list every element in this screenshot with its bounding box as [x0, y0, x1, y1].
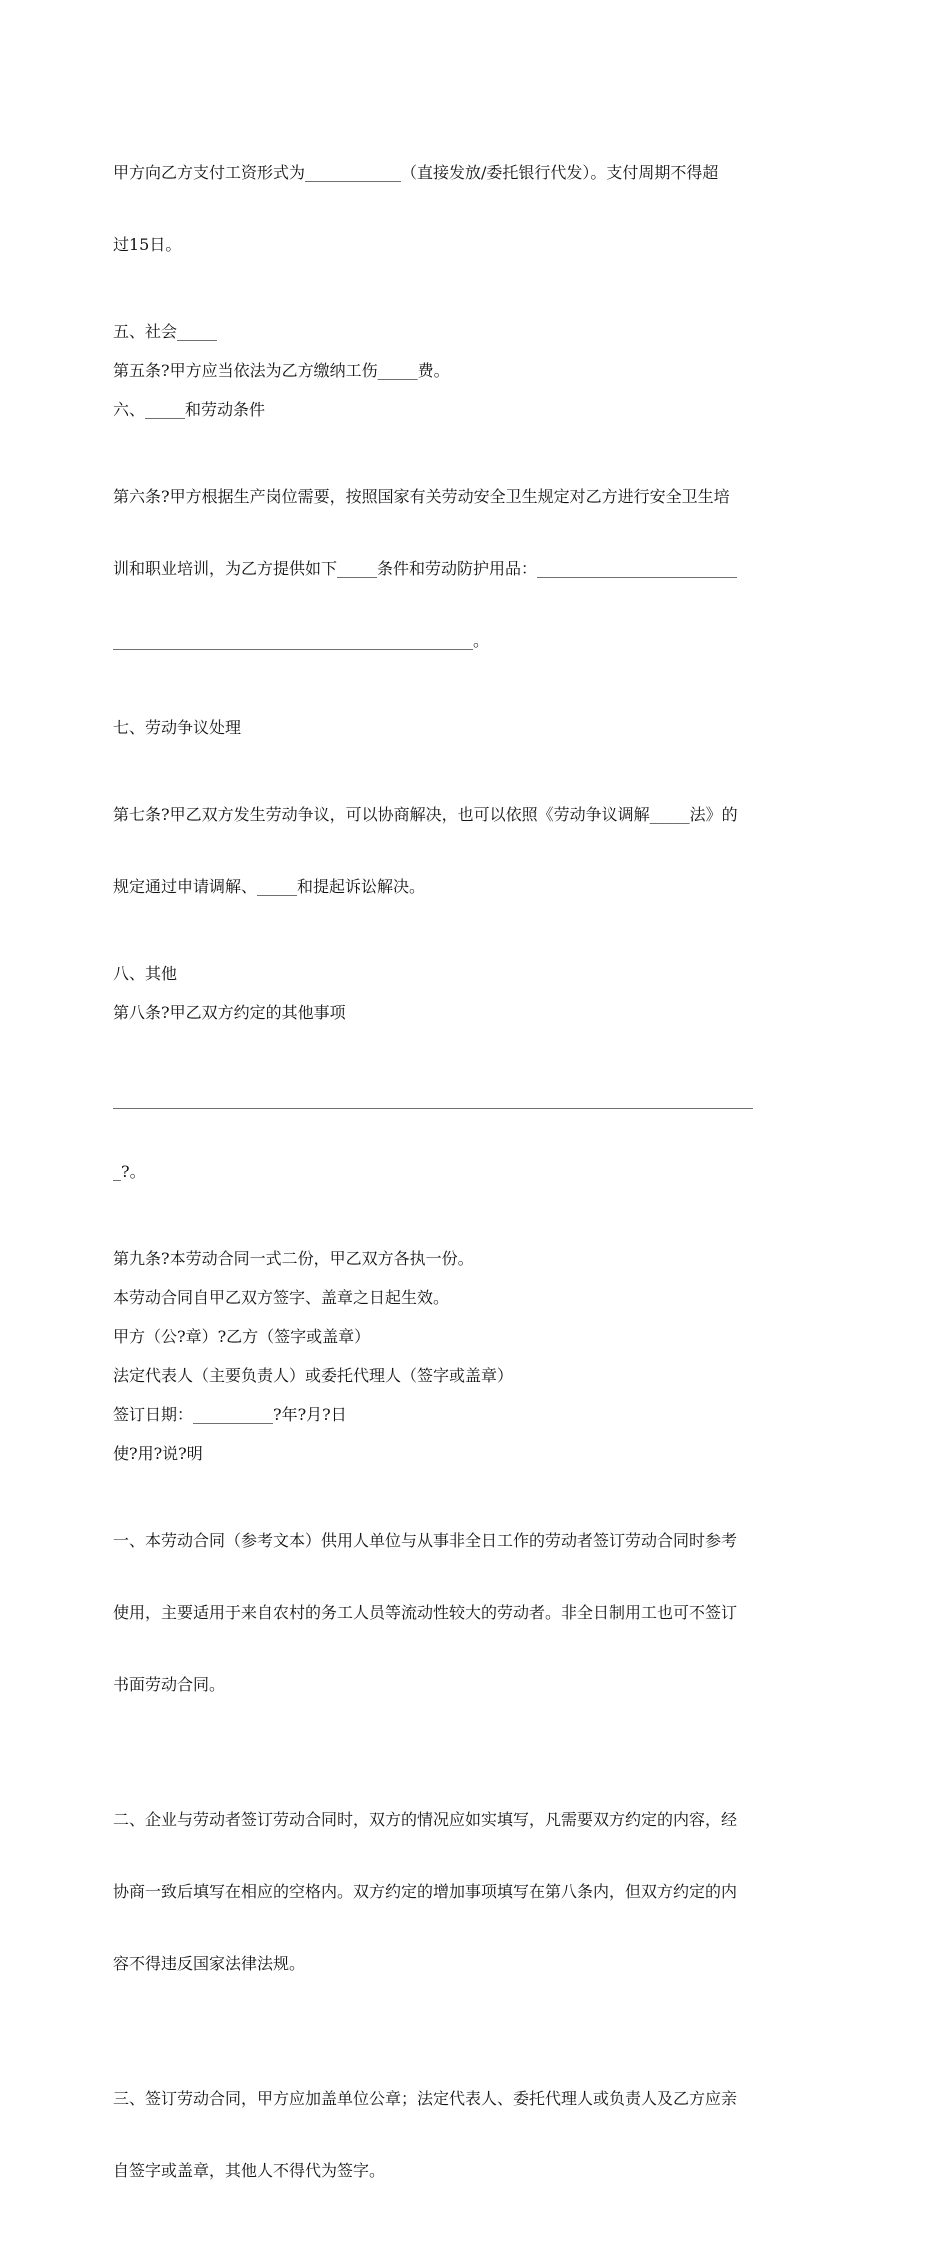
- instruction-note-1: [113, 1481, 839, 1745]
- effective-clause: 本劳动合同自甲乙双方签字、盖章之日起生效。: [113, 1288, 450, 1307]
- paragraph-line: 过15日。: [113, 235, 182, 254]
- paragraph-line: 自签字或盖章，其他人不得代为签字。: [113, 2161, 386, 2180]
- paragraph-line: 甲方向乙方支付工资形式为____________（直接发放/委托银行代发）。支付周期不得超: [113, 163, 719, 182]
- paragraph-line: 训和职业培训，为乙方提供如下_____条件和劳动防护用品：_________________________: [113, 559, 738, 578]
- instruction-note-2: [113, 1760, 839, 2024]
- paragraph-line: _?。: [113, 1162, 146, 1181]
- sign-date: 签订日期：__________?年?月?日: [113, 1405, 347, 1424]
- paragraph-line: 二、企业与劳动者签订劳动合同时，双方的情况应如实填写，凡需要双方约定的内容，经: [113, 1810, 738, 1829]
- representative-signature: 法定代表人（主要负责人）或委托代理人（签字或盖章）: [113, 1366, 514, 1385]
- contract-page: [113, 113, 839, 2246]
- party-signatures: 甲方（公?章）?乙方（签字或盖章）: [113, 1327, 371, 1346]
- section-5-heading: 五、社会_____: [113, 322, 218, 341]
- paragraph-line: 三、签订劳动合同，甲方应加盖单位公章；法定代表人、委托代理人或负责人及乙方应亲: [113, 2089, 738, 2108]
- article-6: [113, 437, 839, 701]
- paragraph-line: ________________________________________________________________________________: [113, 1090, 753, 1109]
- instruction-note-3: [113, 2039, 839, 2231]
- paragraph-line: 使用，主要适用于来自农村的务工人员等流动性较大的劳动者。非全日制用工也可不签订: [113, 1603, 738, 1622]
- article-9: 第九条?本劳动合同一式二份，甲乙双方各执一份。: [113, 1249, 474, 1268]
- wage-payment-paragraph: [113, 113, 839, 305]
- article-8: 第八条?甲乙双方约定的其他事项: [113, 1003, 346, 1022]
- other-matters-blank: [113, 1040, 839, 1232]
- paragraph-line: 容不得违反国家法律法规。: [113, 1954, 306, 1973]
- paragraph-line: 第七条?甲乙双方发生劳动争议，可以协商解决，也可以依照《劳动争议调解_____法》的: [113, 805, 738, 824]
- paragraph-line: 一、本劳动合同（参考文本）供用人单位与从事非全日工作的劳动者签订劳动合同时参考: [113, 1531, 738, 1550]
- section-8-heading: 八、其他: [113, 964, 178, 983]
- paragraph-line: 书面劳动合同。: [113, 1675, 226, 1694]
- instructions-heading: 使?用?说?明: [113, 1444, 203, 1463]
- section-6-heading: 六、_____和劳动条件: [113, 400, 266, 419]
- article-7: [113, 755, 839, 947]
- paragraph-line: 协商一致后填写在相应的空格内。双方约定的增加事项填写在第八条内，但双方约定的内: [113, 1882, 738, 1901]
- paragraph-line: _____________________________________________。: [113, 631, 490, 650]
- section-7-heading: 七、劳动争议处理: [113, 718, 242, 737]
- paragraph-line: 规定通过申请调解、_____和提起诉讼解决。: [113, 877, 426, 896]
- paragraph-line: 第六条?甲方根据生产岗位需要，按照国家有关劳动安全卫生规定对乙方进行安全卫生培: [113, 487, 730, 506]
- article-5: 第五条?甲方应当依法为乙方缴纳工伤_____费。: [113, 361, 450, 380]
